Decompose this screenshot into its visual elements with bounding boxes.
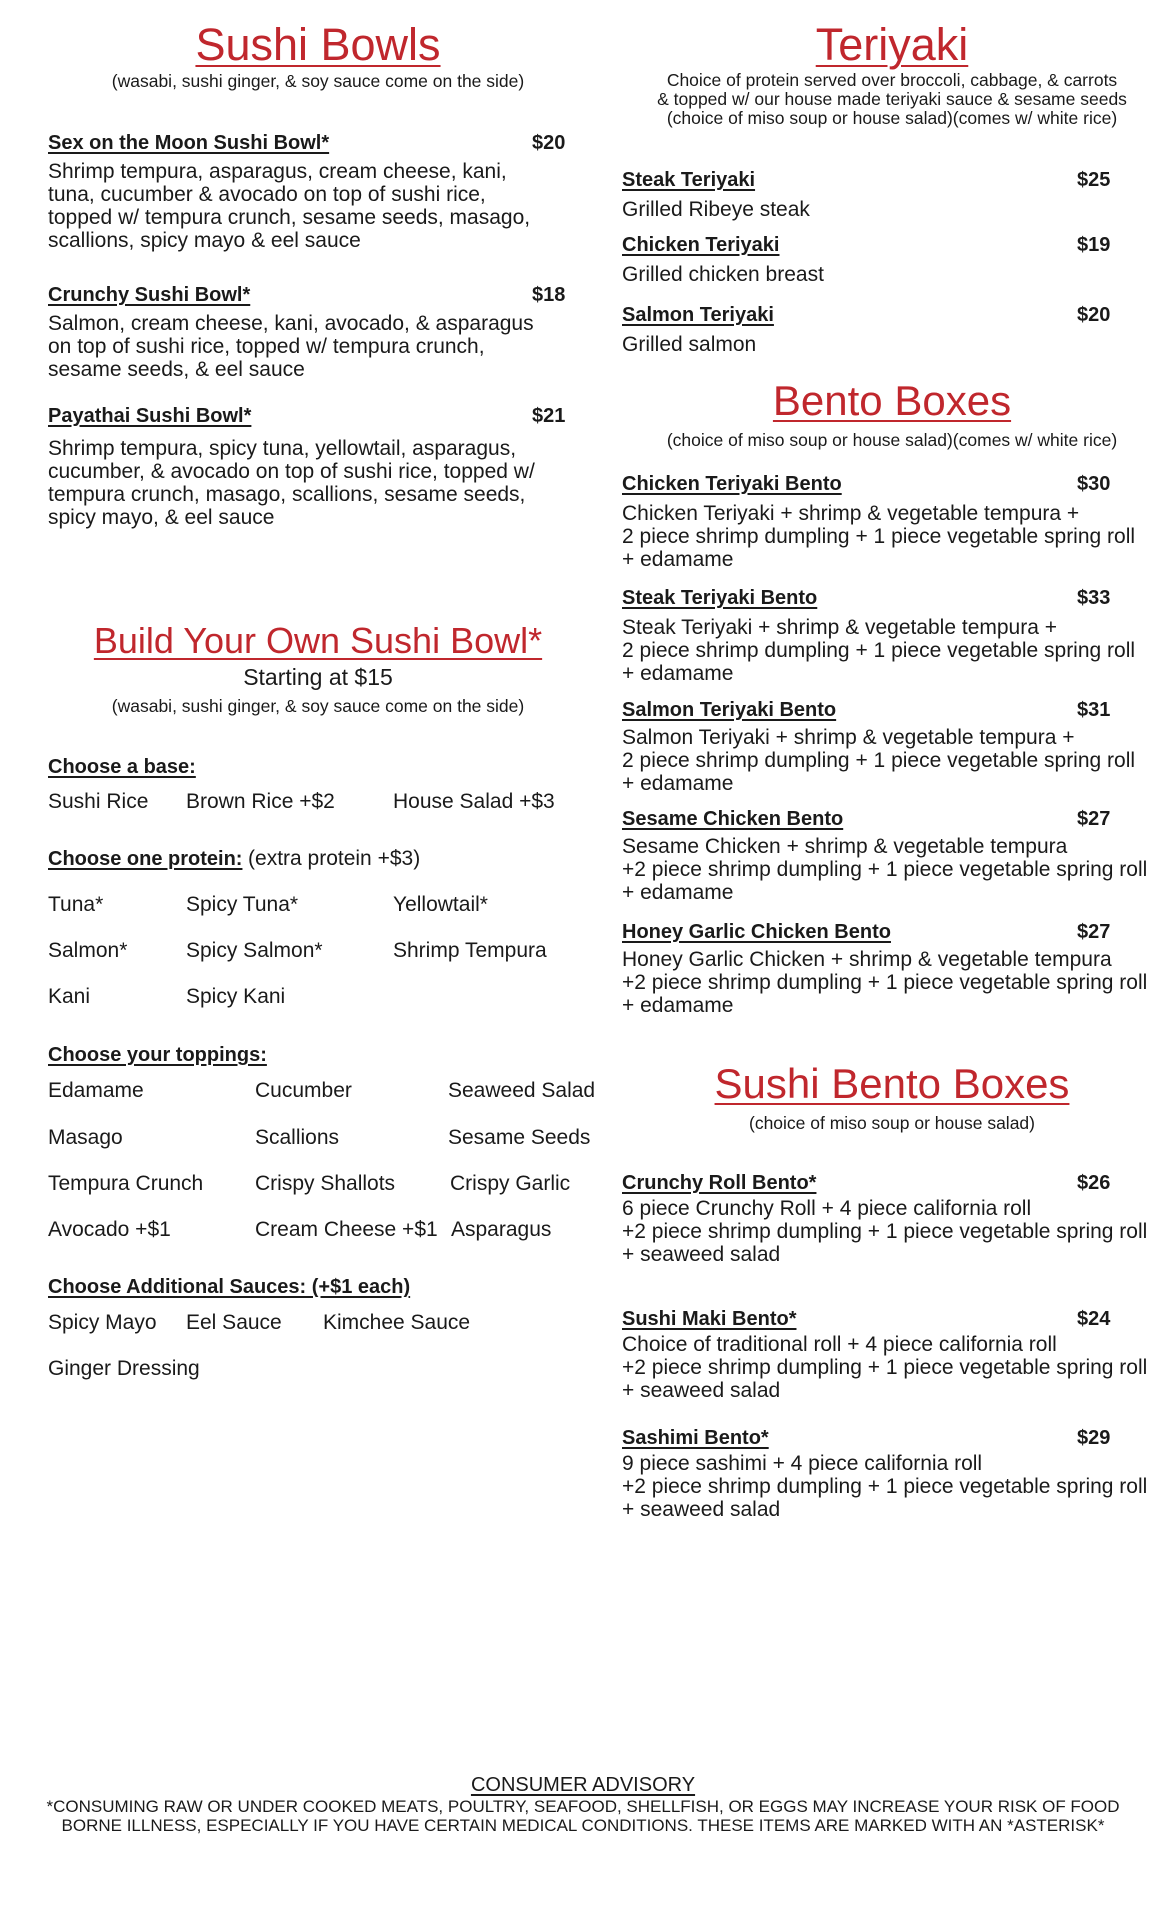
item-price: $19 — [1077, 234, 1111, 256]
topping-option: Edamame — [48, 1079, 144, 1102]
item-description-line: 2 piece shrimp dumpling + 1 piece vegetable spring roll — [622, 749, 1136, 772]
item-price: $33 — [1077, 587, 1111, 609]
sauce-option: Eel Sauce — [186, 1311, 282, 1334]
item-name: Sashimi Bento* — [622, 1427, 769, 1449]
item-name: Crunchy Roll Bento* — [622, 1172, 817, 1194]
teriyaki-note-line: (choice of miso soup or house salad)(comes w/ white rice) — [666, 108, 1118, 128]
menu-item — [622, 302, 1162, 328]
item-description: Shrimp tempura, spicy tuna, yellowtail, asparagus, cucumber, & avocado on top of sushi rice, topped w/ tempura crunch, masago, scallions, sesame seeds, spicy mayo, & eel sauce — [48, 437, 535, 529]
menu-item — [622, 697, 1162, 723]
protein-extra: (extra protein +$3) — [248, 847, 421, 870]
advisory-line: *CONSUMING RAW OR UNDER COOKED MEATS, POULTRY, SEAFOOD, SHELLFISH, OR EGGS MAY INCREASE YOUR RISK OF FOOD — [46, 1797, 1120, 1816]
item-description — [622, 616, 1162, 685]
teriyaki-note-line: & topped w/ our house made teriyaki sauce & sesame seeds — [657, 89, 1127, 109]
item-price: $30 — [1077, 473, 1111, 495]
menu-item — [622, 232, 1162, 258]
item-description — [622, 502, 1162, 571]
byo-title: Build Your Own Sushi Bowl* — [93, 620, 543, 661]
base-option: Sushi Rice — [48, 790, 149, 813]
base-label: Choose a base: — [48, 756, 196, 778]
item-description-line: Chicken Teriyaki + shrimp & vegetable tempura + — [622, 502, 1080, 525]
topping-option: Crispy Garlic — [450, 1172, 571, 1195]
item-description-line: 9 piece sashimi + 4 piece california roll — [622, 1452, 983, 1475]
topping-option: Tempura Crunch — [48, 1172, 204, 1195]
item-price: $21 — [532, 405, 566, 427]
item-name: Sushi Maki Bento* — [622, 1308, 797, 1330]
item-description-line: +2 piece shrimp dumpling + 1 piece vegetable spring roll — [622, 1475, 1148, 1498]
sushi-bento-title: Sushi Bento Boxes — [714, 1060, 1070, 1107]
item-description-line: 2 piece shrimp dumpling + 1 piece vegetable spring roll — [622, 639, 1136, 662]
protein-option: Yellowtail* — [393, 893, 488, 916]
item-price: $27 — [1077, 921, 1111, 943]
topping-option: Asparagus — [451, 1218, 552, 1241]
item-description: Grilled Ribeye steak — [622, 198, 810, 221]
protein-option: Salmon* — [48, 939, 128, 962]
item-price: $27 — [1077, 808, 1111, 830]
protein-heading — [48, 846, 420, 872]
topping-option: Scallions — [255, 1126, 340, 1149]
item-description-line: + seaweed salad — [622, 1379, 781, 1402]
item-description: Grilled salmon — [622, 333, 757, 356]
item-price: $20 — [532, 132, 566, 154]
sauce-option: Ginger Dressing — [48, 1357, 200, 1380]
teriyaki-title: Teriyaki — [815, 19, 969, 70]
item-description-line: Salmon Teriyaki + shrimp & vegetable tempura + — [622, 726, 1075, 749]
item-name: Steak Teriyaki Bento — [622, 587, 818, 609]
item-name: Honey Garlic Chicken Bento — [622, 921, 891, 943]
item-description-line: + edamame — [622, 772, 734, 795]
topping-option: Masago — [48, 1126, 123, 1149]
item-description — [622, 1333, 1162, 1402]
menu-item — [622, 1170, 1162, 1196]
teriyaki-note-line: Choice of protein served over broccoli, cabbage, & carrots — [666, 70, 1118, 90]
item-name: Sex on the Moon Sushi Bowl* — [48, 132, 330, 154]
item-description-line: Choice of traditional roll + 4 piece california roll — [622, 1333, 1057, 1356]
item-name: Chicken Teriyaki Bento — [622, 473, 842, 495]
advisory-title: CONSUMER ADVISORY — [470, 1774, 696, 1796]
menu-item — [622, 585, 1162, 611]
item-description-line: + edamame — [622, 994, 734, 1017]
item-name: Payathai Sushi Bowl* — [48, 405, 252, 427]
item-price: $26 — [1077, 1172, 1111, 1194]
protein-option: Kani — [48, 985, 91, 1008]
topping-option: Sesame Seeds — [448, 1126, 591, 1149]
base-option: Brown Rice +$2 — [186, 790, 335, 813]
menu-item — [622, 919, 1162, 945]
item-description-line: +2 piece shrimp dumpling + 1 piece vegetable spring roll — [622, 1356, 1148, 1379]
item-description — [622, 948, 1162, 1017]
protein-option: Spicy Kani — [186, 985, 286, 1008]
item-description-line: +2 piece shrimp dumpling + 1 piece vegetable spring roll — [622, 858, 1148, 881]
sushi-bowls-title: Sushi Bowls — [195, 19, 441, 70]
item-description-line: + edamame — [622, 881, 734, 904]
item-name: Steak Teriyaki — [622, 169, 756, 191]
sushi-bowls-note: (wasabi, sushi ginger, & soy sauce come on the side) — [111, 71, 525, 91]
sauces-label: Choose Additional Sauces: (+$1 each) — [48, 1276, 411, 1298]
item-description-line: + edamame — [622, 662, 734, 685]
base-heading — [48, 754, 196, 780]
item-description-line: Sesame Chicken + shrimp & vegetable tempura — [622, 835, 1068, 858]
item-description-line: 6 piece Crunchy Roll + 4 piece california roll — [622, 1197, 1032, 1220]
menu-item — [48, 130, 588, 156]
item-name: Salmon Teriyaki Bento — [622, 699, 837, 721]
byo-note: (wasabi, sushi ginger, & soy sauce come on the side) — [111, 696, 525, 716]
topping-option: Seaweed Salad — [448, 1079, 596, 1102]
item-description-line: + edamame — [622, 548, 734, 571]
menu-item — [622, 1306, 1162, 1332]
item-price: $18 — [532, 284, 566, 306]
item-price: $24 — [1077, 1308, 1111, 1330]
item-name: Chicken Teriyaki — [622, 234, 780, 256]
item-description — [622, 1452, 1162, 1521]
teriyaki-note — [622, 71, 1162, 128]
byo-starting-price: Starting at $15 — [243, 664, 393, 690]
item-description-line: +2 piece shrimp dumpling + 1 piece vegetable spring roll — [622, 971, 1148, 994]
item-description — [622, 1197, 1162, 1266]
item-description — [622, 726, 1162, 795]
item-description-line: Steak Teriyaki + shrimp & vegetable tempura + — [622, 616, 1058, 639]
protein-option: Shrimp Tempura — [393, 939, 547, 962]
protein-option: Tuna* — [48, 893, 104, 916]
topping-option: Cream Cheese +$1 — [255, 1218, 438, 1241]
menu-item — [622, 167, 1162, 193]
menu-item — [48, 403, 588, 429]
menu-item — [48, 282, 588, 308]
topping-option: Crispy Shallots — [255, 1172, 396, 1195]
item-price: $25 — [1077, 169, 1111, 191]
item-description-line: +2 piece shrimp dumpling + 1 piece vegetable spring roll — [622, 1220, 1148, 1243]
item-description-line: + seaweed salad — [622, 1498, 781, 1521]
protein-option: Spicy Salmon* — [186, 939, 323, 962]
item-price: $29 — [1077, 1427, 1111, 1449]
bento-note: (choice of miso soup or house salad)(comes w/ white rice) — [666, 430, 1118, 450]
sauce-option: Spicy Mayo — [48, 1311, 157, 1334]
bento-title: Bento Boxes — [772, 377, 1012, 424]
advisory-line: BORNE ILLNESS, ESPECIALLY IF YOU HAVE CERTAIN MEDICAL CONDITIONS. THESE ITEMS ARE MARKED WITH AN *ASTERISK* — [61, 1816, 1105, 1835]
item-name: Crunchy Sushi Bowl* — [48, 284, 251, 306]
item-description-line: Honey Garlic Chicken + shrimp & vegetable tempura — [622, 948, 1112, 971]
item-price: $20 — [1077, 304, 1111, 326]
toppings-label: Choose your toppings: — [48, 1044, 267, 1066]
topping-option: Cucumber — [255, 1079, 352, 1102]
menu-item — [622, 471, 1162, 497]
item-name: Salmon Teriyaki — [622, 304, 774, 326]
item-description-line: 2 piece shrimp dumpling + 1 piece vegetable spring roll — [622, 525, 1136, 548]
menu-item — [622, 1425, 1162, 1451]
item-name: Sesame Chicken Bento — [622, 808, 844, 830]
toppings-heading — [48, 1042, 267, 1068]
protein-label: Choose one protein: — [48, 848, 243, 870]
sauces-heading — [48, 1274, 410, 1300]
menu-item — [622, 806, 1162, 832]
item-description: Shrimp tempura, asparagus, cream cheese, kani, tuna, cucumber & avocado on top of sushi rice, topped w/ tempura crunch, sesame seeds, masago, scallions, spicy mayo & eel sauce — [48, 160, 531, 252]
base-option: House Salad +$3 — [393, 790, 555, 813]
consumer-advisory — [40, 1773, 1126, 1835]
item-description-line: + seaweed salad — [622, 1243, 781, 1266]
item-description — [622, 835, 1162, 904]
topping-option: Avocado +$1 — [48, 1218, 171, 1241]
sauce-option: Kimchee Sauce — [323, 1311, 471, 1334]
protein-option: Spicy Tuna* — [186, 893, 299, 916]
item-price: $31 — [1077, 699, 1111, 721]
item-description: Salmon, cream cheese, kani, avocado, & asparagus on top of sushi rice, topped w/ tempura crunch, sesame seeds, & eel sauce — [48, 312, 534, 381]
sushi-bento-note: (choice of miso soup or house salad) — [749, 1113, 1035, 1133]
item-description: Grilled chicken breast — [622, 263, 824, 286]
